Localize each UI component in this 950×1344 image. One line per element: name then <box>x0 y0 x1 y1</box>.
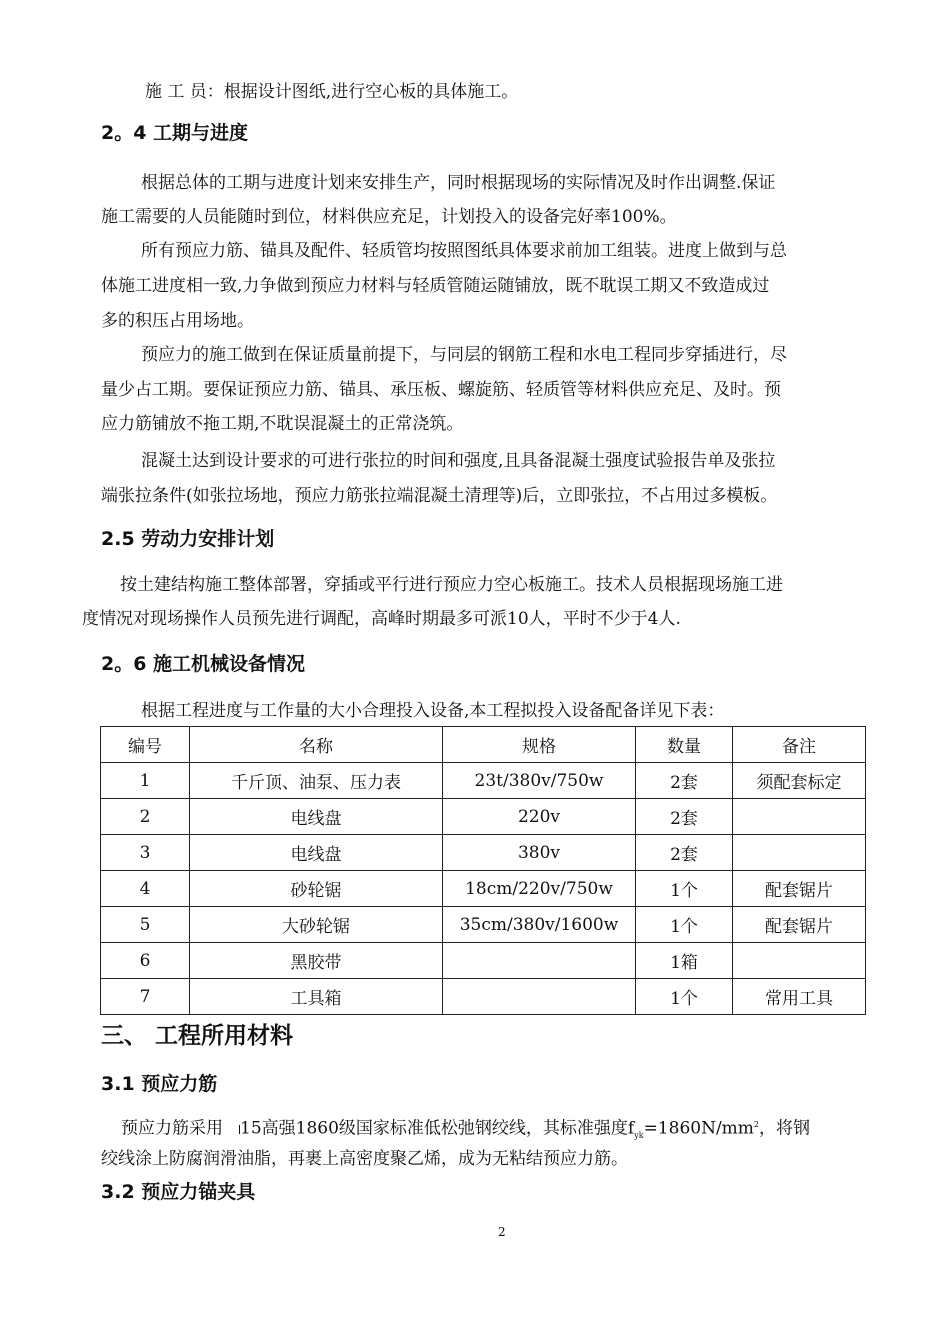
paragraph-line: 应力筋铺放不拖工期,不耽误混凝土的正常浇筑。 <box>101 414 464 434</box>
table-row <box>101 763 866 799</box>
header-cell-spec: 规格 <box>443 727 636 763</box>
paragraph-line: 预应力的施工做到在保证质量前提下，与同层的钢筋工程和水电工程同步穿插进行，尽 <box>141 345 787 365</box>
paragraph-line: 施工需要的人员能随时到位，材料供应充足，计划投入的设备完好率100%。 <box>101 207 677 227</box>
cell-spec: 35cm/380v/1600w <box>443 907 636 943</box>
cell-name: 电线盘 <box>190 835 443 871</box>
cell-quantity: 2套 <box>636 835 733 871</box>
cell-name: 千斤顶、油泵、压力表 <box>190 763 443 799</box>
cell-quantity: 1箱 <box>636 943 733 979</box>
header-cell-remark: 备注 <box>733 727 866 763</box>
paragraph-line: 量少占工期。要保证预应力筋、锚具、承压板、螺旋筋、轻质管等材料供应充足、及时。预 <box>101 380 781 400</box>
table-row <box>101 799 866 835</box>
cell-quantity: 2套 <box>636 799 733 835</box>
cell-remark <box>733 943 866 979</box>
chapter-heading-3: 三、 工程所用材料 <box>101 1023 294 1049</box>
staff-role-line: 施 工 员：根据设计图纸,进行空心板的具体施工。 <box>145 82 519 102</box>
table-intro-line: 根据工程进度与工作量的大小合理投入设备,本工程拟投入设备配备详见下表： <box>141 701 725 721</box>
section-heading-2-5: 2.5 劳动力安排计划 <box>101 528 275 550</box>
section-heading-2-6: 2。6 施工机械设备情况 <box>101 653 306 675</box>
text-run: 15高强1860级国家标准低松弛钢绞线，其标准强度f <box>240 1118 635 1139</box>
paragraph-line: 度情况对现场操作人员预先进行调配，高峰时期最多可派10人，平时不少于4人. <box>82 609 681 629</box>
cell-number: 5 <box>101 907 190 943</box>
cell-number: 6 <box>101 943 190 979</box>
cell-number: 1 <box>101 763 190 799</box>
cell-quantity: 1个 <box>636 907 733 943</box>
table-row <box>101 871 866 907</box>
cell-remark: 须配套标定 <box>733 763 866 799</box>
cell-remark: 常用工具 <box>733 979 866 1015</box>
paragraph-line: 按土建结构施工整体部署，穿插或平行进行预应力空心板施工。技术人员根据现场施工进 <box>120 575 783 595</box>
cell-number: 3 <box>101 835 190 871</box>
cell-name: 黑胶带 <box>190 943 443 979</box>
cell-spec <box>443 943 636 979</box>
header-cell-quantity: 数量 <box>636 727 733 763</box>
cell-name: 工具箱 <box>190 979 443 1015</box>
header-cell-name: 名称 <box>190 727 443 763</box>
cell-quantity: 1个 <box>636 979 733 1015</box>
cell-remark <box>733 799 866 835</box>
cell-spec <box>443 979 636 1015</box>
table-row <box>101 907 866 943</box>
paragraph-line: 根据总体的工期与进度计划来安排生产，同时根据现场的实际情况及时作出调整.保证 <box>141 173 776 193</box>
section-heading-2-4: 2。4 工期与进度 <box>101 122 249 144</box>
text-run: 预应力筋采用 <box>121 1118 223 1139</box>
page-number: 2 <box>498 1225 506 1239</box>
paragraph-line: 端张拉条件(如张拉场地，预应力筋张拉端混凝土清理等)后，立即张拉，不占用过多模板。 <box>101 486 778 506</box>
cell-number: 7 <box>101 979 190 1015</box>
cell-remark <box>733 835 866 871</box>
section-heading-3-1: 3.1 预应力筋 <box>101 1073 218 1095</box>
cell-spec: 220v <box>443 799 636 835</box>
table-row <box>101 835 866 871</box>
paragraph-line: 多的积压占用场地。 <box>101 311 254 331</box>
header-cell-number: 编号 <box>101 727 190 763</box>
text-run: =1860N/mm <box>643 1118 754 1139</box>
cell-name: 电线盘 <box>190 799 443 835</box>
text-run: ，将钢 <box>759 1118 811 1139</box>
cell-quantity: 2套 <box>636 763 733 799</box>
table-row <box>101 979 866 1015</box>
cell-quantity: 1个 <box>636 871 733 907</box>
paragraph-line: 所有预应力筋、锚具及配件、轻质管均按照图纸具体要求前加工组装。进度上做到与总 <box>141 241 787 261</box>
superscript-2: 2 <box>753 1120 760 1129</box>
table-row <box>101 943 866 979</box>
cell-number: 2 <box>101 799 190 835</box>
cell-spec: 18cm/220v/750w <box>443 871 636 907</box>
cell-remark: 配套锯片 <box>733 871 866 907</box>
cell-spec: 380v <box>443 835 636 871</box>
paragraph-line: 体施工进度相一致,力争做到预应力材料与轻质管随运随铺放，既不耽误工期又不致造成过 <box>101 276 770 296</box>
equipment-table <box>100 726 866 1015</box>
section-heading-3-2: 3.2 预应力锚夹具 <box>101 1181 256 1203</box>
cell-number: 4 <box>101 871 190 907</box>
paragraph-line <box>121 1115 810 1146</box>
subscript-yk: yk <box>634 1131 644 1141</box>
paragraph-line: 混凝土达到设计要求的可进行张拉的时间和强度,且具备混凝土强度试验报告单及张拉 <box>141 451 776 471</box>
cell-spec: 23t/380v/750w <box>443 763 636 799</box>
cell-remark: 配套锯片 <box>733 907 866 943</box>
cell-name: 砂轮锯 <box>190 871 443 907</box>
paragraph-line: 绞线涂上防腐润滑油脂，再裹上高密度聚乙烯，成为无粘结预应力筋。 <box>101 1149 628 1169</box>
table-header-row <box>101 727 866 763</box>
cell-name: 大砂轮锯 <box>190 907 443 943</box>
